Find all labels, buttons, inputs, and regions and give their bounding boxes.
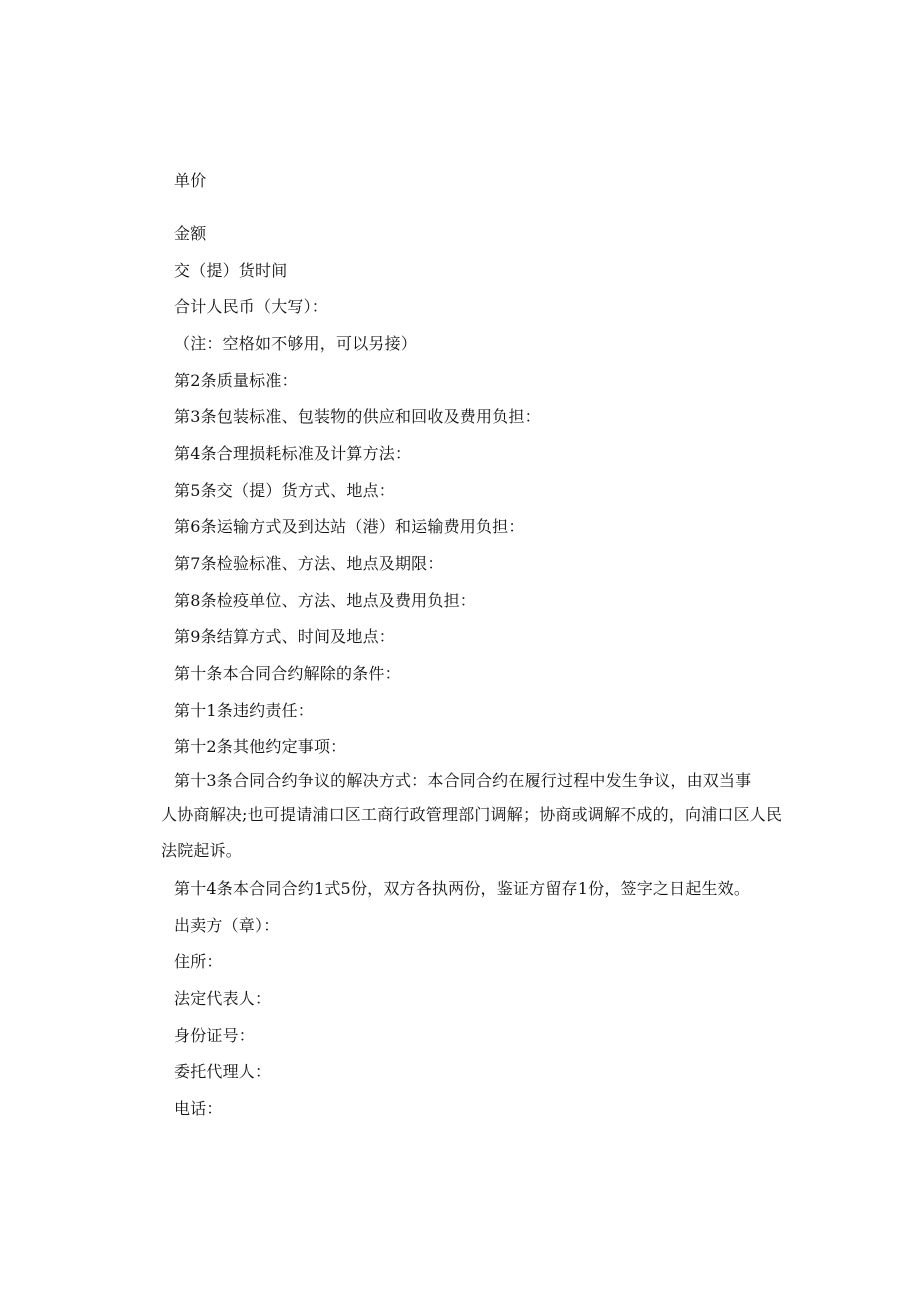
note-text: （注：空格如不够用，可以另接）: [174, 334, 418, 353]
article-12: 第十2条其他约定事项：: [174, 737, 347, 756]
address-label: 住所：: [174, 952, 223, 971]
article-8: 第8条检疫单位、方法、地点及费用负担：: [174, 591, 476, 610]
article-3: 第3条包装标准、包装物的供应和回收及费用负担：: [174, 407, 541, 426]
article-13-line-2: 人协商解决;也可提请浦口区工商行政管理部门调解；协商或调解不成的，向浦口区人民: [161, 805, 783, 824]
article-14: 第十4条本合同合约1式5份，双方各执两份，鉴证方留存1份，签字之日起生效。: [174, 879, 751, 898]
phone-label: 电话：: [174, 1099, 223, 1118]
article-5: 第5条交（提）货方式、地点：: [174, 481, 395, 500]
article-7: 第7条检验标准、方法、地点及期限：: [174, 554, 444, 573]
delivery-time-label: 交（提）货时间: [174, 261, 288, 280]
legal-representative-label: 法定代表人：: [174, 989, 272, 1008]
article-13-line-3: 法院起诉。: [161, 841, 243, 860]
article-13-line-1: 第十3条合同合约争议的解决方式：本合同合约在履行过程中发生争议，由双当事: [174, 771, 752, 790]
article-2: 第2条质量标准：: [174, 371, 298, 390]
article-9: 第9条结算方式、时间及地点：: [174, 627, 395, 646]
article-10: 第十条本合同合约解除的条件：: [174, 664, 401, 683]
seller-label: 出卖方（章）：: [174, 916, 280, 935]
agent-label: 委托代理人：: [174, 1062, 272, 1081]
amount-label: 金额: [174, 224, 207, 243]
unit-price-label: 单价: [174, 171, 207, 190]
id-number-label: 身份证号：: [174, 1026, 256, 1045]
article-11: 第十1条违约责任：: [174, 701, 314, 720]
article-4: 第4条合理损耗标准及计算方法：: [174, 444, 412, 463]
article-6: 第6条运输方式及到达站（港）和运输费用负担：: [174, 517, 525, 536]
total-rmb-label: 合计人民币（大写）：: [174, 297, 329, 316]
